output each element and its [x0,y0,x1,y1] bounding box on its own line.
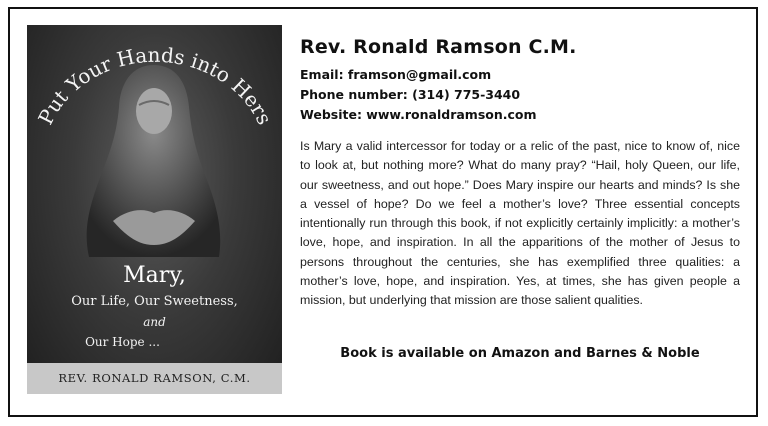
author-email: Email: framson@gmail.com [300,67,492,82]
cover-subtitle-line1: Our Life, Our Sweetness, [71,294,238,309]
book-description: Is Mary a valid intercessor for today or a relic of the past, nice to know of, nice to look at, but nothing more? What do many pray? “Hail, holy Queen, our life, our sweetness, and out hope.” Does Mary inspire our hearts and minds? Is she a vessel of hope? Do we feel a mother’s love? Three essential concepts intentionally run through this book, if not explicitly certainly implicitly: a mother’s love, hope, and inspiration. In all the apparitions of the mother of Jesus to persons throughout the centuries, she has exemplified three qualities: a mother’s love, hope, and inspiration. Yes, at times, she has given people a mission, but underlying that mission are those salient qualities. [300,139,740,308]
cover-title: Mary, [123,263,186,288]
author-info [300,36,742,125]
cover-subtitle-line2: and [143,315,166,329]
cover-author: REV. RONALD RAMSON, C.M. [27,363,282,394]
book-cover [27,25,282,394]
availability-note: Book is available on Amazon and Barnes & Noble [340,346,700,361]
cover-arc-title: Put Your Hands into Hers [33,42,277,129]
author-phone: Phone number: (314) 775-3440 [300,87,521,102]
author-name: Rev. Ronald Ramson C.M. [300,36,577,58]
author-website: Website: www.ronaldramson.com [300,107,537,122]
cover-subtitle-line3: Our Hope ... [85,335,160,349]
statue-face [136,88,172,134]
